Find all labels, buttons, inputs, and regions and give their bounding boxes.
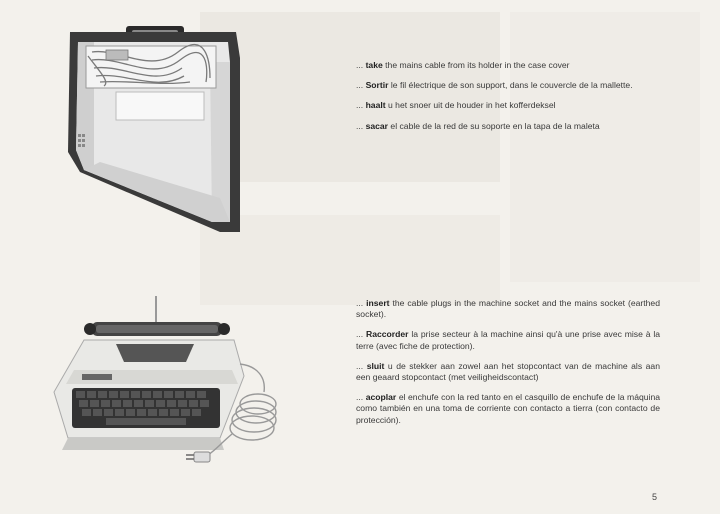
instruction-fr: ... Sortir le fil électrique de son support, dans le couvercle de la mallette. [356,80,633,91]
instruction-nl: ... sluit u de stekker aan zowel aan het stopcontact van de machine als aan een geaard stopcontact (met veiligheidscontact) [356,360,660,383]
instruction-es: ... sacar el cable de la red de su soporte en la tapa de la maleta [356,120,600,131]
instructions-connect-cable [356,298,660,426]
instruction-en: ... insert the cable plugs in the machine socket and the mains socket (earthed socket). [356,298,660,320]
instruction-en: ... take the mains cable from its holder in the case cover [356,60,570,70]
instruction-es: ... acoplar el enchufe con la red tanto en el casquillo de enchufe de la máquina como también en una toma de corriente con contacto a tierra (con contacto de protección). [356,392,661,425]
bleed-through-right [510,12,700,282]
instruction-fr: ... Raccorder la prise secteur à la machine ainsi qu'à une prise avec mise à la terre (avec fiche de protection). [356,329,661,351]
case-cover-illustration [60,22,250,242]
typewriter-illustration [44,292,284,472]
instruction-nl: ... haalt u het snoer uit de houder in het kofferdeksel [356,100,556,111]
page-number: 5 [652,492,658,502]
instructions-remove-cable [356,60,660,132]
